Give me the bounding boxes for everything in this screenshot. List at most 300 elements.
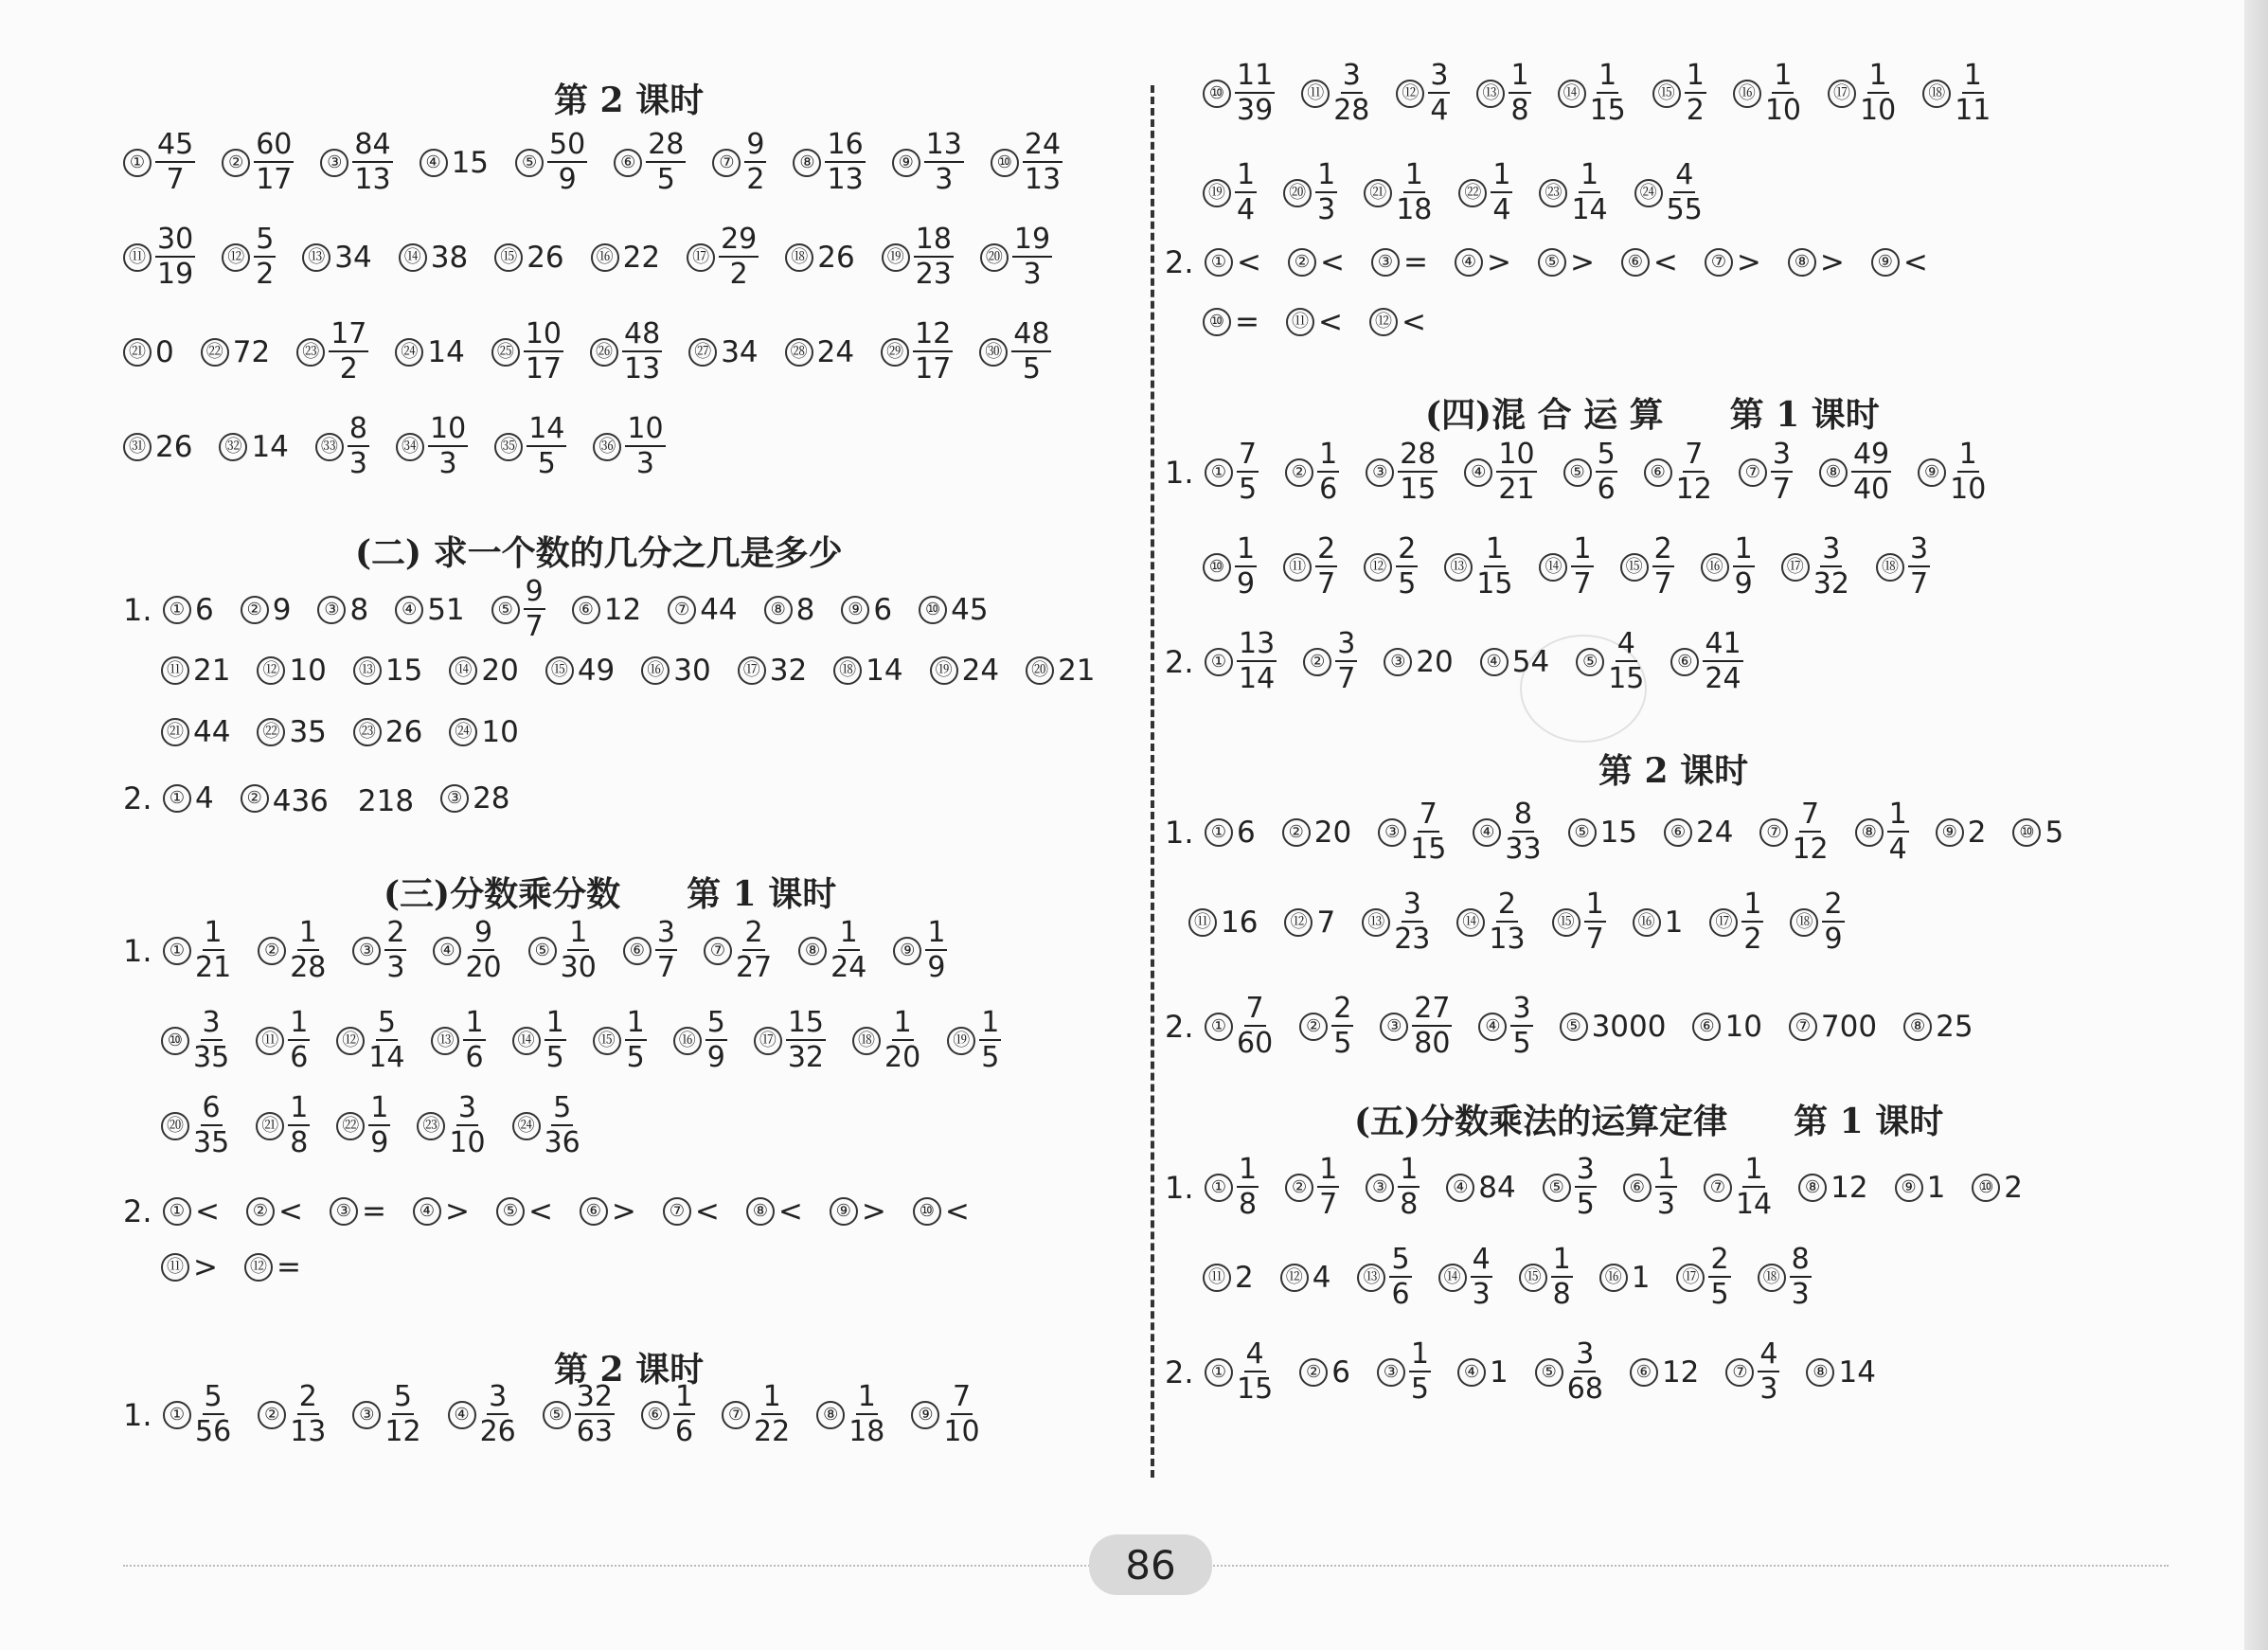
fraction-answer xyxy=(1510,992,1532,1060)
value-answer: 72 xyxy=(232,334,271,369)
answer-item xyxy=(161,1091,230,1159)
answer-item xyxy=(256,1091,310,1159)
numerator: 1 xyxy=(1400,1153,1419,1186)
answer-item xyxy=(930,654,999,688)
answer-item xyxy=(1855,800,1909,864)
answer-item xyxy=(1188,906,1258,940)
value-answer: 2 xyxy=(2004,1170,2024,1205)
fraction-answer xyxy=(1685,59,1706,127)
numerator: 1 xyxy=(465,1006,484,1039)
value-answer: 8 xyxy=(349,592,369,627)
fraction-answer xyxy=(1887,800,1909,864)
section-5-title: (五)分数乘法的运算定律 xyxy=(1354,1102,1728,1141)
numerator: 19 xyxy=(1013,223,1051,256)
answer-item xyxy=(123,430,192,464)
answer-item xyxy=(1903,1010,1973,1044)
answer-item xyxy=(1644,440,1712,504)
denominator: 6 xyxy=(674,1415,694,1448)
denominator: 12 xyxy=(1675,473,1712,506)
value-answer: > xyxy=(1569,245,1595,279)
answer-item xyxy=(395,335,464,369)
answer-item xyxy=(1364,532,1418,601)
numerator: 3 xyxy=(1402,888,1421,921)
denominator: 20 xyxy=(884,1041,921,1074)
denominator: 7 xyxy=(166,163,185,196)
answer-item xyxy=(528,916,597,984)
denominator: 33 xyxy=(1505,833,1542,866)
fraction-answer xyxy=(786,1006,826,1074)
item-number: ⑰ xyxy=(738,656,766,685)
item-number: ⑧ xyxy=(793,149,821,177)
answer-item xyxy=(1519,1243,1573,1311)
numerator: 2 xyxy=(1398,532,1417,565)
item-number: ⑫ xyxy=(1396,80,1424,108)
denominator: 3 xyxy=(1023,258,1042,291)
item-number: ⑨ xyxy=(830,1197,858,1226)
fraction-answer xyxy=(1764,59,1802,127)
item-number: ⑱ xyxy=(1790,908,1818,937)
answer-item xyxy=(1357,1243,1411,1311)
item-number: ㉞ xyxy=(396,433,424,461)
numerator: 6 xyxy=(202,1091,221,1124)
item-number: ㉒ xyxy=(201,338,229,367)
item-number: ⑫ xyxy=(1364,553,1392,582)
answer-item xyxy=(688,335,758,369)
item-number: ⑥ xyxy=(614,149,642,177)
item-number: ⑮ xyxy=(1519,1264,1547,1292)
item-number: ⑧ xyxy=(798,937,827,965)
answer-item xyxy=(798,916,867,984)
answer-item xyxy=(543,1380,615,1448)
numerator: 29 xyxy=(721,223,758,256)
numerator: 1 xyxy=(762,1380,781,1413)
fraction-answer xyxy=(1708,1243,1730,1311)
fraction-answer xyxy=(625,412,665,480)
item-number: ② xyxy=(1288,248,1316,277)
denominator: 23 xyxy=(1394,923,1431,956)
right-answer-row xyxy=(1203,532,1956,601)
denominator: 5 xyxy=(1576,1188,1595,1221)
numerator: 1 xyxy=(290,1006,309,1039)
item-number: ⑧ xyxy=(746,1197,775,1226)
item-number: ⑫ xyxy=(1284,908,1313,937)
denominator: 5 xyxy=(537,447,556,480)
fraction-answer xyxy=(646,128,686,196)
value-answer: = xyxy=(1235,305,1259,339)
numerator: 3 xyxy=(1576,1153,1595,1186)
fraction-answer xyxy=(1317,1153,1339,1221)
item-number: ㉒ xyxy=(1458,179,1487,207)
denominator: 14 xyxy=(368,1041,405,1074)
answer-item xyxy=(1701,532,1755,601)
item-number: ⑪ xyxy=(123,243,152,272)
answer-item xyxy=(1563,440,1617,504)
right-answer-row xyxy=(1188,890,1871,954)
numerator: 14 xyxy=(528,412,565,445)
fraction-answer xyxy=(1608,627,1645,695)
answer-item xyxy=(1972,1171,2023,1205)
denominator: 7 xyxy=(1585,923,1604,956)
item-number: ⑦ xyxy=(668,596,696,624)
item-number: ⑬ xyxy=(302,243,330,272)
fraction-answer xyxy=(1335,627,1357,695)
left-answer-row xyxy=(123,575,1015,643)
item-number: ⑤ xyxy=(1560,1013,1588,1041)
value-answer: < xyxy=(527,1194,553,1229)
answer-item xyxy=(980,225,1052,289)
value-answer: 10 xyxy=(1724,1009,1762,1044)
numerator: 1 xyxy=(1744,1153,1763,1186)
value-answer: > xyxy=(1819,245,1845,279)
item-number: ⑥ xyxy=(1670,648,1699,676)
fraction-answer xyxy=(1733,532,1755,601)
item-number: ⑩ xyxy=(2012,818,2041,847)
fraction-answer xyxy=(384,1380,421,1448)
answer-item xyxy=(320,128,392,196)
item-number: ㉓ xyxy=(417,1112,445,1140)
item-number: ① xyxy=(123,149,152,177)
denominator: 6 xyxy=(290,1041,309,1074)
numerator: 4 xyxy=(1472,1243,1491,1276)
answer-item xyxy=(440,781,509,816)
denominator: 21 xyxy=(1498,473,1535,506)
denominator: 7 xyxy=(1319,1188,1338,1221)
item-number: ⑱ xyxy=(1922,80,1951,108)
answer-item xyxy=(1205,245,1261,279)
answer-item xyxy=(687,225,759,289)
fraction-answer xyxy=(625,1006,647,1074)
item-number: ㉒ xyxy=(257,718,285,746)
item-number: ⑨ xyxy=(1918,458,1946,487)
numerator: 4 xyxy=(1675,158,1694,191)
value-answer: 436 218 xyxy=(272,784,415,818)
item-number: ⑤ xyxy=(491,596,520,624)
value-answer: > xyxy=(1736,245,1761,279)
fraction-answer xyxy=(288,1091,310,1159)
item-number: ④ xyxy=(1455,248,1483,277)
question-number: 2. xyxy=(1165,643,1194,680)
fraction-answer xyxy=(1011,317,1051,386)
numerator: 3 xyxy=(656,916,675,949)
item-number: ⑦ xyxy=(1789,1013,1817,1041)
answer-item xyxy=(1282,816,1351,850)
item-number: ㉓ xyxy=(353,718,382,746)
denominator: 3 xyxy=(1656,1188,1675,1221)
item-number: ② xyxy=(222,149,250,177)
fraction-answer xyxy=(1023,128,1063,196)
item-number: ⑭ xyxy=(1438,1264,1467,1292)
item-number: ⑤ xyxy=(1568,818,1597,847)
denominator: 3 xyxy=(348,447,367,480)
fraction-answer xyxy=(479,1380,516,1448)
denominator: 9 xyxy=(927,951,946,984)
denominator: 5 xyxy=(1410,1372,1430,1406)
item-number: ⑩ xyxy=(1203,80,1231,108)
answer-item xyxy=(417,1091,486,1159)
fraction-answer xyxy=(1584,890,1606,954)
fraction-answer xyxy=(1509,59,1530,127)
answer-item xyxy=(246,1194,303,1229)
answer-item xyxy=(1455,245,1511,279)
denominator: 9 xyxy=(1824,923,1843,956)
question-number: 2. xyxy=(123,1193,152,1229)
item-number: ② xyxy=(241,596,269,624)
fraction-answer xyxy=(384,916,406,984)
page-number-badge xyxy=(1089,1534,1212,1595)
denominator: 10 xyxy=(1950,473,1987,506)
answer-item xyxy=(738,654,807,688)
answer-item xyxy=(317,593,368,627)
numerator: 8 xyxy=(1513,798,1533,831)
fraction-answer xyxy=(1758,1337,1779,1406)
answer-item xyxy=(572,593,641,627)
item-number: ⑳ xyxy=(980,243,1009,272)
item-number: ⑮ xyxy=(1620,553,1649,582)
fraction-answer xyxy=(1237,440,1259,504)
item-number: ⑯ xyxy=(1733,80,1761,108)
answer-item xyxy=(1369,305,1426,339)
item-number: ⑦ xyxy=(663,1197,691,1226)
answer-item xyxy=(1599,1261,1651,1295)
item-number: ⑦ xyxy=(722,1401,750,1429)
fraction-answer xyxy=(1571,158,1608,226)
numerator: 7 xyxy=(1685,438,1704,471)
answer-item xyxy=(123,335,174,369)
item-number: ⑰ xyxy=(687,243,715,272)
answer-item xyxy=(1922,59,1991,127)
item-number: ⑧ xyxy=(816,1401,845,1429)
answer-item xyxy=(1203,59,1275,127)
numerator: 7 xyxy=(1419,798,1438,831)
value-answer: = xyxy=(1402,245,1428,279)
fraction-answer xyxy=(735,916,773,984)
fraction-answer xyxy=(1237,1153,1259,1221)
numerator: 1 xyxy=(893,1006,912,1039)
item-number: ⑮ xyxy=(545,656,574,685)
numerator: 27 xyxy=(1414,992,1451,1025)
item-number: ⑪ xyxy=(256,1027,284,1055)
item-number: ③ xyxy=(1371,248,1400,277)
numerator: 1 xyxy=(981,1006,1000,1039)
item-number: ⑪ xyxy=(1188,908,1217,937)
fraction-answer xyxy=(193,1006,230,1074)
answer-item xyxy=(1781,532,1849,601)
numerator: 3 xyxy=(1337,627,1356,660)
answer-item xyxy=(1620,532,1674,601)
answer-item xyxy=(913,1194,970,1229)
answer-item xyxy=(1739,440,1793,504)
item-number: ⑦ xyxy=(704,937,732,965)
item-number: ⑦ xyxy=(1759,818,1788,847)
denominator: 56 xyxy=(195,1415,232,1448)
numerator: 1 xyxy=(1319,1153,1338,1186)
numerator: 18 xyxy=(915,223,952,256)
item-number: ⑲ xyxy=(930,656,958,685)
value-answer: < xyxy=(1652,245,1678,279)
fraction-answer xyxy=(352,128,392,196)
item-number: ⑪ xyxy=(1286,308,1314,336)
item-number: ① xyxy=(163,937,191,965)
numerator: 1 xyxy=(927,916,946,949)
numerator: 1 xyxy=(569,916,588,949)
denominator: 10 xyxy=(1860,94,1897,127)
answer-item xyxy=(1568,816,1637,850)
denominator: 3 xyxy=(635,447,655,480)
denominator: 21 xyxy=(195,951,232,984)
answer-item xyxy=(590,317,662,386)
item-number: ⑪ xyxy=(1301,80,1330,108)
fraction-answer xyxy=(1491,158,1512,226)
denominator: 55 xyxy=(1666,193,1703,226)
answer-item xyxy=(201,335,270,369)
answer-item xyxy=(491,575,545,643)
numerator: 2 xyxy=(1317,532,1336,565)
fraction-answer xyxy=(1235,158,1257,226)
answer-item xyxy=(591,241,660,275)
numerator: 28 xyxy=(648,128,685,161)
value-answer: 6 xyxy=(1237,815,1256,850)
answer-item xyxy=(1203,532,1257,601)
numerator: 7 xyxy=(952,1380,972,1413)
denominator: 7 xyxy=(1772,473,1791,506)
item-number: ㉖ xyxy=(590,338,618,367)
value-answer: 35 xyxy=(289,715,327,749)
numerator: 24 xyxy=(1024,128,1062,161)
item-number: ⑫ xyxy=(336,1027,365,1055)
heading-lesson-2-c: 第 2 课时 xyxy=(1598,751,1749,791)
answer-item xyxy=(1377,1337,1431,1406)
denominator: 3 xyxy=(1759,1372,1778,1406)
item-number: ④ xyxy=(1446,1174,1474,1202)
fraction-answer xyxy=(368,1091,390,1159)
denominator: 35 xyxy=(193,1041,230,1074)
answer-item xyxy=(785,335,854,369)
item-number: ⑪ xyxy=(161,1253,189,1282)
denominator: 11 xyxy=(1955,94,1991,127)
answer-item xyxy=(673,1006,727,1074)
fraction-answer xyxy=(913,317,953,386)
item-number: ① xyxy=(163,596,191,624)
question-number: 1. xyxy=(123,591,152,628)
numerator: 3 xyxy=(1772,438,1791,471)
value-answer: 34 xyxy=(334,240,372,275)
answer-item xyxy=(219,430,288,464)
denominator: 2 xyxy=(339,352,358,386)
item-number: ⑭ xyxy=(1539,553,1567,582)
numerator: 7 xyxy=(1245,992,1264,1025)
denominator: 7 xyxy=(1653,567,1672,601)
left-answer-row xyxy=(123,128,1089,196)
denominator: 2 xyxy=(746,163,765,196)
value-answer: 10 xyxy=(289,654,327,688)
fraction-answer xyxy=(1317,440,1339,504)
denominator: 3 xyxy=(1472,1278,1491,1311)
numerator: 4 xyxy=(1759,1337,1778,1371)
fraction-answer xyxy=(1396,532,1418,601)
fraction-answer xyxy=(254,225,276,289)
answer-item xyxy=(1560,1010,1667,1044)
fraction-answer xyxy=(1790,1243,1812,1311)
answer-item xyxy=(1790,890,1844,954)
item-number: ⑳ xyxy=(161,1112,189,1140)
right-answer-row xyxy=(1165,627,1770,695)
item-number: ⑩ xyxy=(1203,308,1231,336)
answer-item xyxy=(1446,1171,1515,1205)
denominator: 4 xyxy=(1492,193,1511,226)
answer-item xyxy=(1380,992,1452,1060)
denominator: 9 xyxy=(1237,567,1256,601)
item-number: ⑬ xyxy=(1444,553,1473,582)
numerator: 10 xyxy=(525,317,563,350)
answer-item xyxy=(296,317,368,386)
item-number: ③ xyxy=(1366,458,1394,487)
value-answer: 6 xyxy=(1331,1354,1350,1390)
numerator: 1 xyxy=(204,916,223,949)
item-number: ⑨ xyxy=(1936,818,1964,847)
numerator: 3 xyxy=(1822,532,1841,565)
answer-item xyxy=(911,1380,980,1448)
value-answer: 14 xyxy=(251,429,289,464)
item-number: ⑧ xyxy=(764,596,793,624)
answer-item xyxy=(852,1006,921,1074)
item-number: ⑤ xyxy=(543,1401,571,1429)
value-answer: 8 xyxy=(795,592,815,627)
item-number: ⑰ xyxy=(1676,1264,1705,1292)
item-number: ⑲ xyxy=(882,243,910,272)
answer-item xyxy=(1288,245,1345,279)
denominator: 3 xyxy=(438,447,457,480)
fraction-answer xyxy=(1235,532,1257,601)
answer-item xyxy=(1299,1355,1350,1390)
item-number: ⑬ xyxy=(1362,908,1390,937)
fraction-answer xyxy=(1589,59,1626,127)
denominator: 12 xyxy=(1792,833,1829,866)
left-answer-row xyxy=(161,715,545,749)
value-answer: > xyxy=(611,1194,636,1229)
item-number: ① xyxy=(163,1197,191,1226)
value-answer: < xyxy=(777,1194,803,1229)
answer-item xyxy=(830,1194,886,1229)
value-answer: 49 xyxy=(577,654,616,688)
numerator: 30 xyxy=(157,223,194,256)
denominator: 5 xyxy=(1239,473,1258,506)
item-number: ⑧ xyxy=(1806,1358,1834,1387)
right-answer-row xyxy=(1203,158,1729,226)
fraction-answer xyxy=(719,225,759,289)
answer-item xyxy=(256,1006,310,1074)
answer-item xyxy=(163,916,232,984)
value-answer: 2 xyxy=(1967,815,1987,850)
numerator: 2 xyxy=(1824,888,1843,921)
value-answer: > xyxy=(861,1194,886,1229)
heading-section-4 xyxy=(1425,388,1880,437)
answer-item xyxy=(1205,627,1277,695)
item-number: ⑱ xyxy=(785,243,813,272)
fraction-answer xyxy=(545,1006,566,1074)
answer-item xyxy=(420,146,489,180)
value-answer: < xyxy=(1319,245,1345,279)
numerator: 1 xyxy=(1573,532,1592,565)
numerator: 15 xyxy=(787,1006,825,1039)
item-number: ㉑ xyxy=(1364,179,1392,207)
answer-item xyxy=(1759,800,1828,864)
fraction-answer xyxy=(465,916,502,984)
value-answer: 1 xyxy=(1490,1354,1509,1390)
fraction-answer xyxy=(524,575,545,643)
answer-item xyxy=(1366,440,1438,504)
fraction-answer xyxy=(744,128,766,196)
heading-section-3 xyxy=(384,868,836,916)
